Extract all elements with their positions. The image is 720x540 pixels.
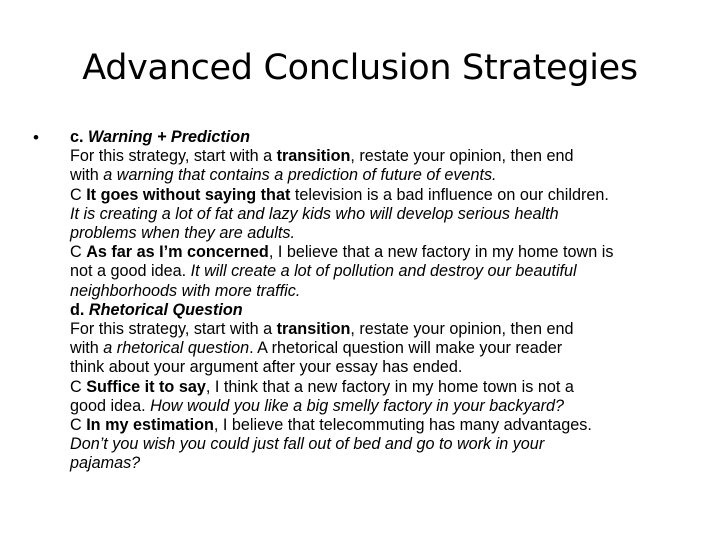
text-line bbox=[70, 147, 695, 166]
text-run: with bbox=[70, 166, 104, 185]
text-run: television is a bad influence on our children. bbox=[290, 185, 609, 204]
text-run: problems when they are adults. bbox=[70, 224, 295, 243]
text-run: transition bbox=[276, 320, 351, 339]
text-run: a warning that contains a prediction of future of events. bbox=[103, 166, 497, 185]
text-run: Don’t you wish you could just fall out of bed and go to work in your bbox=[70, 435, 545, 454]
text-run: pajamas? bbox=[70, 454, 141, 473]
text-run: It will create a lot of pollution and destroy our beautiful bbox=[190, 262, 577, 281]
text-run: d. bbox=[70, 300, 89, 319]
text-run: think about your argument after your essay has ended. bbox=[70, 358, 463, 377]
text-line bbox=[70, 186, 695, 205]
text-run: For this strategy, start with a bbox=[70, 147, 277, 166]
text-line bbox=[70, 224, 695, 243]
text-run: C bbox=[70, 416, 87, 435]
text-line bbox=[70, 166, 695, 185]
text-run: C bbox=[70, 185, 87, 204]
text-line bbox=[70, 320, 695, 339]
text-line bbox=[70, 416, 695, 435]
text-run: Warning + Prediction bbox=[88, 128, 251, 146]
text-run: neighborhoods with more traffic. bbox=[70, 281, 301, 300]
text-line bbox=[70, 397, 695, 416]
text-run: How would you like a big smelly factory in your backyard? bbox=[150, 396, 564, 415]
text-run: with bbox=[70, 339, 104, 358]
slide-body-text bbox=[70, 128, 695, 474]
text-line bbox=[70, 262, 695, 281]
text-line bbox=[70, 205, 695, 224]
text-run: C bbox=[70, 377, 87, 396]
text-line bbox=[70, 243, 695, 262]
bullet-point: • bbox=[33, 128, 39, 147]
text-run: , restate your opinion, then end bbox=[350, 320, 574, 339]
text-line bbox=[70, 435, 695, 454]
text-run: , I believe that telecommuting has many advantages. bbox=[213, 416, 592, 435]
text-line bbox=[70, 282, 695, 301]
text-line bbox=[70, 301, 695, 320]
text-run: It goes without saying that bbox=[86, 185, 291, 204]
text-line bbox=[70, 358, 695, 377]
text-run: C bbox=[70, 243, 87, 262]
text-run: It is creating a lot of fat and lazy kids who will develop serious health bbox=[70, 204, 559, 223]
text-run: , I believe that a new factory in my home town is bbox=[268, 243, 614, 262]
text-line bbox=[70, 339, 695, 358]
text-run: , I think that a new factory in my home town is not a bbox=[205, 377, 574, 396]
text-line bbox=[70, 454, 695, 473]
text-run: a rhetorical question bbox=[103, 339, 250, 358]
text-run: not a good idea. bbox=[70, 262, 191, 281]
text-run: . A rhetorical question will make your reader bbox=[249, 339, 563, 358]
text-run: good idea. bbox=[70, 396, 151, 415]
text-run: transition bbox=[276, 147, 351, 166]
text-run: As far as I’m concerned bbox=[86, 243, 269, 262]
text-line bbox=[70, 378, 695, 397]
text-run: c. bbox=[70, 128, 88, 146]
text-line bbox=[70, 128, 695, 147]
text-run: In my estimation bbox=[86, 416, 214, 435]
slide-title: Advanced Conclusion Strategies bbox=[82, 48, 638, 88]
text-run: For this strategy, start with a bbox=[70, 320, 277, 339]
text-run: Rhetorical Question bbox=[88, 300, 243, 319]
text-run: Suffice it to say bbox=[86, 377, 206, 396]
text-run: , restate your opinion, then end bbox=[350, 147, 574, 166]
